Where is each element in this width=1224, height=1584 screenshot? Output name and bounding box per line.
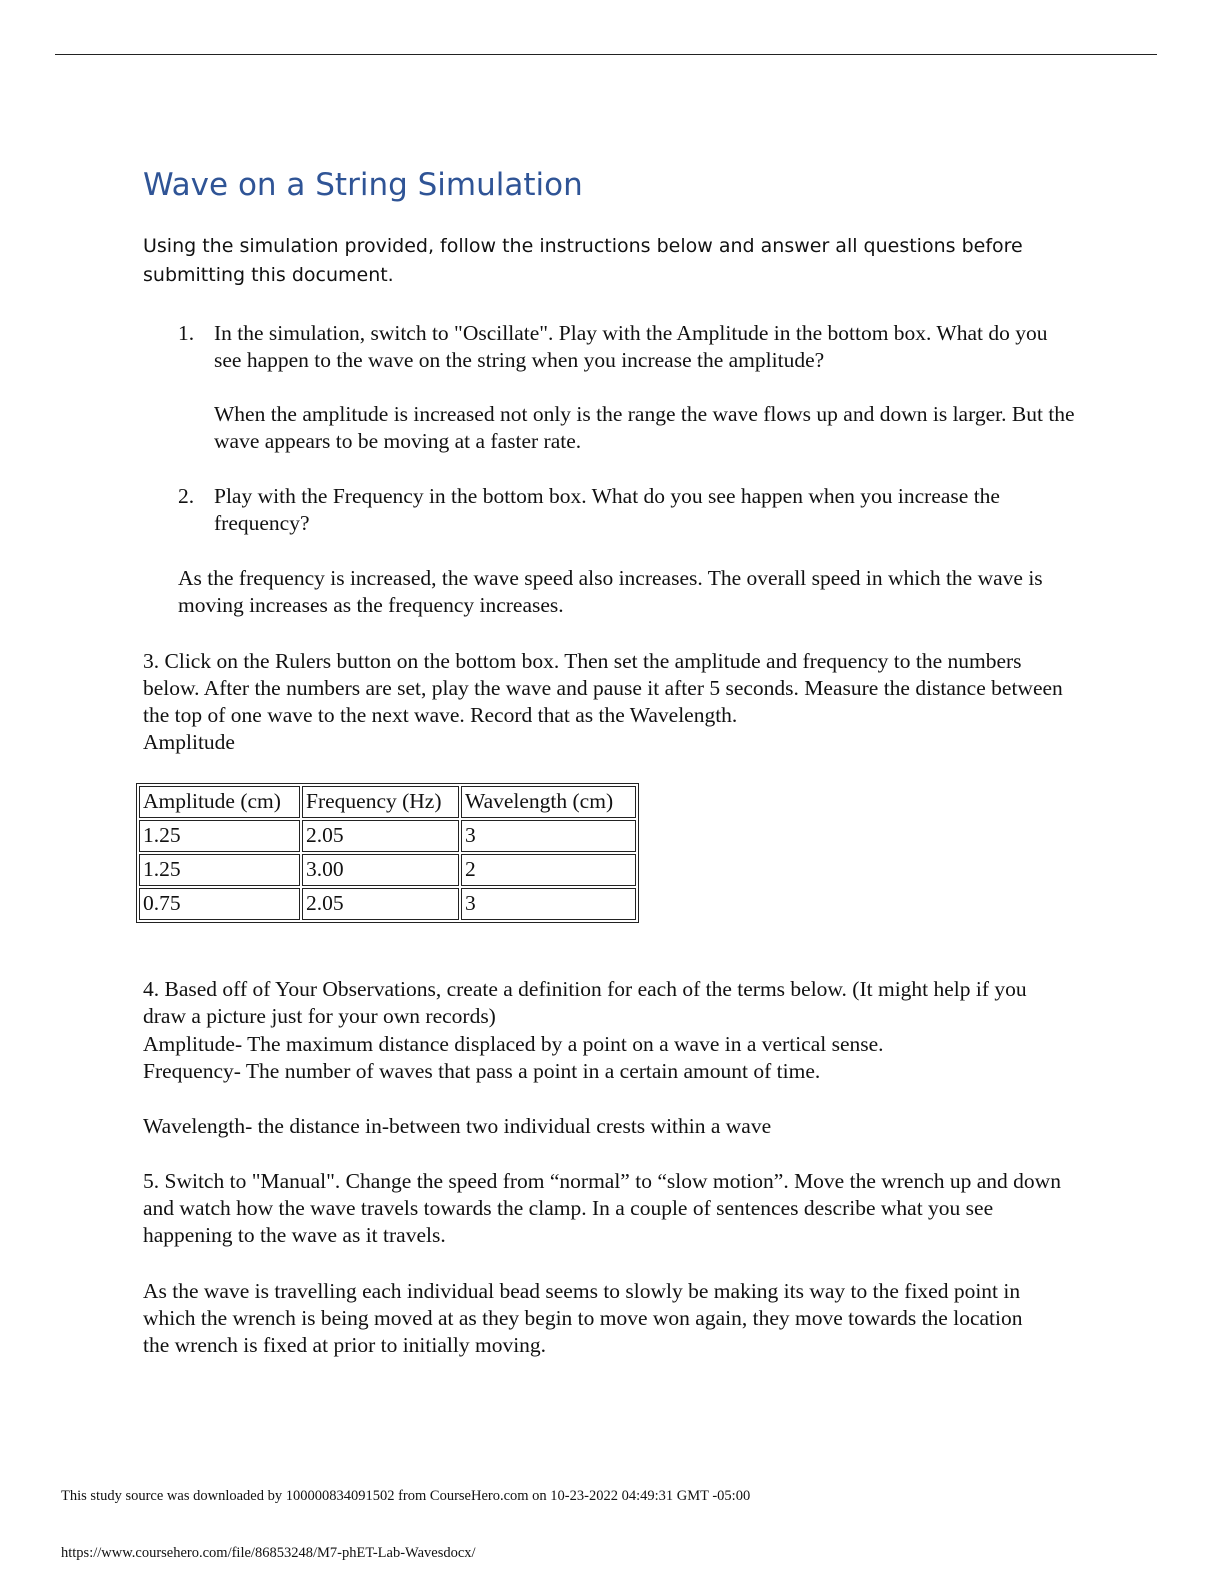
table-cell-wavelength: 2: [461, 854, 636, 886]
question-3-prompt: 3. Click on the Rulers button on the bottom box. Then set the amplitude and frequency to the numbers below. After the numbers are set, play the wave and pause it after 5 seconds. Measure the distance between the top of one wave to the next wave. Record that as the Wavelength.: [143, 649, 1063, 727]
amplitude-definition: Amplitude- The maximum distance displaced by a point on a wave in a vertical sense.: [143, 1032, 884, 1056]
table-cell-amplitude: 1.25: [139, 854, 300, 886]
answer-2-text: As the frequency is increased, the wave speed also increases. The overall speed in which the wave is moving increases as the frequency increases.: [178, 566, 1043, 617]
download-source-note: This study source was downloaded by 100000834091502 from CourseHero.com on 10-23-2022 04:49:31 GMT -05:00: [61, 1488, 751, 1504]
table-cell-frequency: 3.00: [302, 854, 459, 886]
answer-1: [178, 401, 1078, 455]
question-2-prompt: Play with the Frequency in the bottom box. What do you see happen when you increase the frequency?: [214, 484, 1000, 535]
table-header-row: [139, 786, 636, 818]
intro-paragraph: Using the simulation provided, follow the instructions below and answer all questions before submitting this document.: [143, 235, 1023, 286]
question-5-prompt: 5. Switch to "Manual". Change the speed from “normal” to “slow motion”. Move the wrench up and down and watch how the wave travels towards the clamp. In a couple of sentences describe what you see happening to the wave as it travels.: [143, 1169, 1061, 1247]
table-cell-amplitude: 0.75: [139, 888, 300, 920]
question-1-prompt: In the simulation, switch to "Oscillate". Play with the Amplitude in the bottom box. What do you see happen to the wave on the string when you increase the amplitude?: [214, 321, 1048, 372]
frequency-definition: Frequency- The number of waves that pass a point in a certain amount of time.: [143, 1059, 821, 1083]
question-4-prompt: 4. Based off of Your Observations, create a definition for each of the terms below. (It might help if you draw a picture just for your own records): [143, 977, 1027, 1028]
question-2-number: 2.: [178, 484, 195, 508]
table-cell-frequency: 2.05: [302, 820, 459, 852]
source-url: https://www.coursehero.com/file/86853248/M7-phET-Lab-Wavesdocx/: [61, 1545, 476, 1561]
page-title: Wave on a String Simulation: [143, 167, 583, 203]
question-3-amplitude-label: Amplitude: [143, 730, 235, 754]
wavelength-table: [136, 783, 639, 923]
table-cell-frequency: 2.05: [302, 888, 459, 920]
answer-5-text: As the wave is travelling each individual bead seems to slowly be making its way to the fixed point in which the wrench is being moved at as they begin to move won again, they move towards the location the wrench is fixed at prior to initially moving.: [143, 1279, 1023, 1357]
table-cell-wavelength: 3: [461, 888, 636, 920]
wavelength-definition: Wavelength- the distance in-between two individual crests within a wave: [143, 1114, 772, 1138]
answer-1-text: When the amplitude is increased not only is the range the wave flows up and down is larger. But the wave appears to be moving at a faster rate.: [214, 402, 1075, 453]
question-1: [178, 320, 1078, 374]
question-1-number: 1.: [178, 321, 195, 345]
table-cell-wavelength: 3: [461, 820, 636, 852]
table-row: [139, 820, 636, 852]
table-header-wavelength: Wavelength (cm): [461, 786, 636, 818]
table-row: [139, 888, 636, 920]
question-2: [178, 483, 1078, 537]
header-divider: [55, 54, 1157, 55]
table-row: [139, 854, 636, 886]
table-header-amplitude: Amplitude (cm): [139, 786, 300, 818]
table-cell-amplitude: 1.25: [139, 820, 300, 852]
table-header-frequency: Frequency (Hz): [302, 786, 459, 818]
